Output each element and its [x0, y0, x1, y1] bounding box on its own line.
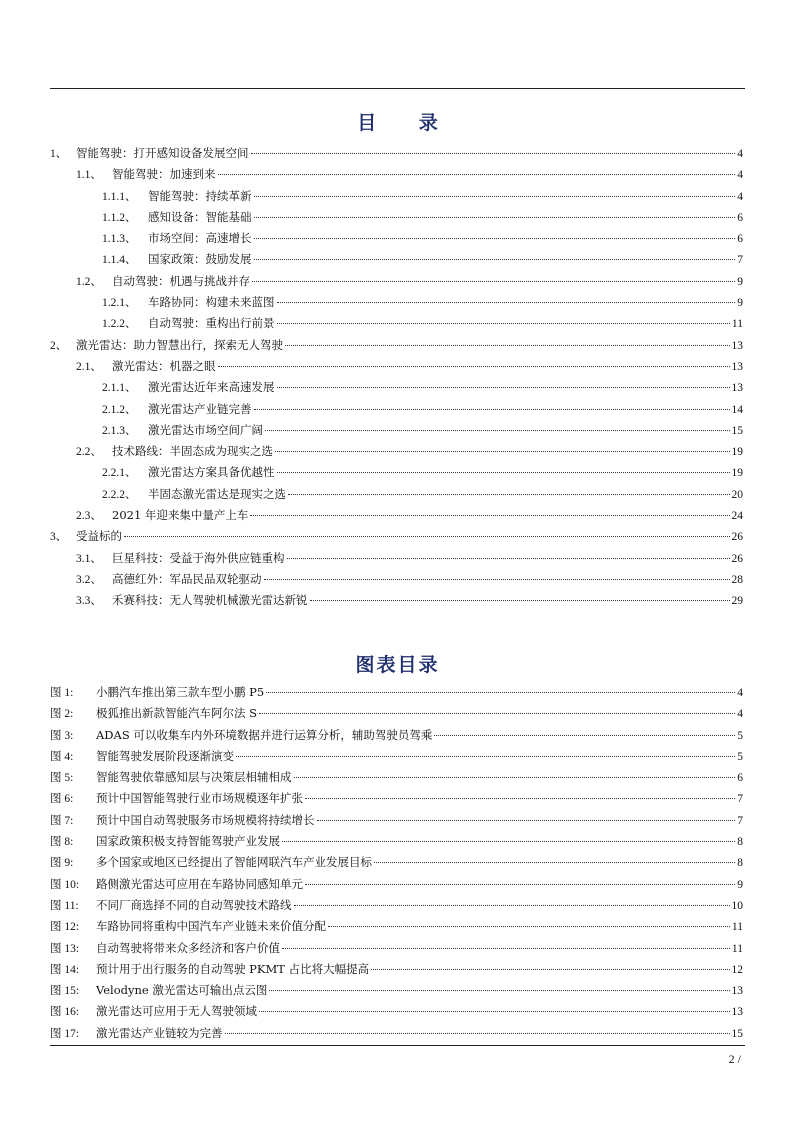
figure-entry-label: [50, 748, 234, 764]
figure-list-title: 图表目录: [355, 654, 440, 676]
toc-entry-text: 市场空间：高速增长: [148, 231, 252, 246]
toc-entry[interactable]: [50, 528, 743, 549]
figure-entry-label: [50, 982, 267, 998]
figure-entry-label: [50, 684, 264, 700]
toc-entry-leader-dots: [254, 217, 736, 218]
toc-entry-page: 13: [731, 382, 743, 395]
toc-entry[interactable]: [50, 486, 743, 507]
toc-entry-number: 1.1.2、: [102, 211, 137, 224]
figure-entry-page: 6: [737, 772, 743, 785]
figure-entry-leader-dots: [269, 990, 729, 991]
figure-entry-number: 图 7:: [50, 814, 74, 827]
toc-entry-label: [102, 188, 252, 204]
toc-entry-text: 巨星科技：受益于海外供应链重构: [112, 550, 285, 565]
toc-entry-page: 26: [731, 552, 743, 565]
toc-entry-text: 2021 年迎来集中量产上车: [112, 508, 249, 523]
figure-entry-number: 图 9:: [50, 857, 74, 870]
toc-entry-number: 1.1.4、: [102, 254, 137, 267]
toc-entry-page: 6: [737, 211, 743, 224]
figure-entry-leader-dots: [434, 735, 735, 736]
toc-entry-label: [102, 251, 252, 267]
figure-entry-text: 智能驾驶发展阶段逐渐演变: [96, 748, 234, 763]
toc-entry-number: 1.1、: [76, 169, 102, 182]
figure-entry-text: 小鹏汽车推出第三款车型小鹏 P5: [96, 685, 265, 699]
toc-entry-text: 智能驾驶：加速到来: [112, 167, 216, 182]
toc-entry-page: 6: [737, 233, 743, 246]
toc-entry-number: 2、: [50, 339, 68, 352]
toc-entry-leader-dots: [287, 558, 730, 559]
toc-entry[interactable]: [50, 379, 743, 400]
toc-entry-text: 受益标的: [76, 529, 122, 544]
figure-entry[interactable]: [50, 897, 743, 918]
figure-entry-page: 13: [731, 1006, 743, 1019]
figure-entry-label: [50, 812, 315, 828]
toc-entry[interactable]: [50, 358, 743, 379]
toc-entry[interactable]: [50, 145, 743, 166]
figure-entry-label: [50, 790, 303, 806]
toc-entry-leader-dots: [124, 536, 730, 537]
toc-entry[interactable]: [50, 592, 743, 613]
figure-entry-number: 图 12:: [50, 921, 80, 934]
figure-entry[interactable]: [50, 1025, 743, 1046]
figure-entry-page: 11: [731, 942, 743, 955]
figure-entry-label: [50, 769, 292, 785]
toc-entry-text: 技术路线：半固态成为现实之选: [112, 444, 273, 459]
figure-entry[interactable]: [50, 790, 743, 811]
figure-entry-number: 图 13:: [50, 942, 80, 955]
toc-entry-label: [102, 294, 275, 310]
toc-entry-leader-dots: [277, 323, 730, 324]
figure-entry[interactable]: [50, 918, 743, 939]
toc-entry[interactable]: [50, 315, 743, 336]
toc-entry-label: [102, 379, 275, 395]
toc-entry-page: 28: [731, 573, 743, 586]
toc-entry-text: 国家政策：鼓励发展: [148, 252, 252, 267]
toc-entry-label: [76, 273, 250, 289]
toc-entry-number: 1.1.1、: [102, 190, 137, 203]
toc-entry-leader-dots: [254, 196, 736, 197]
figure-entry-label: [50, 918, 326, 934]
figure-entry-leader-dots: [282, 948, 730, 949]
toc-entry-number: 2.2.2、: [102, 488, 137, 501]
toc-entry[interactable]: [50, 464, 743, 485]
toc-entry-text: 自动驾驶：重构出行前景: [148, 316, 275, 331]
figure-entry-leader-dots: [317, 820, 736, 821]
toc-entry-number: 1.2、: [76, 275, 102, 288]
figure-entry-number: 图 16:: [50, 1006, 80, 1019]
figure-entry[interactable]: [50, 833, 743, 854]
toc-entry-number: 1.1.3、: [102, 233, 137, 246]
figure-entry-text: 车路协同将重构中国汽车产业链未来价值分配: [96, 919, 326, 934]
toc-entry-text: 智能驾驶：持续革新: [148, 188, 252, 203]
toc-entry-number: 2.1.1、: [102, 382, 137, 395]
toc-entry-text: 激光雷达：助力智慧出行，探索无人驾驶: [76, 337, 283, 352]
figure-entry-text: 自动驾驶将带来众多经济和客户价值: [96, 940, 280, 955]
figure-entry[interactable]: [50, 684, 743, 705]
figure-entry-page: 9: [737, 878, 743, 891]
figure-entry-text: 激光雷达产业链较为完善: [96, 1025, 223, 1040]
toc-entry-page: 11: [731, 318, 743, 331]
figure-entry-label: [50, 705, 257, 721]
toc-entry-text: 自动驾驶：机遇与挑战并存: [112, 273, 250, 288]
figure-entry-leader-dots: [371, 969, 729, 970]
toc-entry-leader-dots: [310, 600, 730, 601]
figure-entry-number: 图 6:: [50, 793, 74, 806]
figure-entry-text: 路侧激光雷达可应用在车路协同感知单元: [96, 876, 303, 891]
toc-entry-label: [102, 486, 286, 502]
figure-entry-leader-dots: [236, 756, 735, 757]
toc-entry[interactable]: [50, 550, 743, 571]
figure-entry-leader-dots: [259, 713, 735, 714]
toc-entry-leader-dots: [277, 302, 736, 303]
figure-entry-leader-dots: [294, 777, 736, 778]
figure-entry-label: [50, 897, 292, 913]
toc-entry-leader-dots: [275, 451, 730, 452]
toc-entry-label: [50, 528, 122, 544]
figure-entry-text: 预计中国智能驾驶行业市场规模逐年扩张: [96, 791, 303, 806]
toc-entry-number: 2.1、: [76, 360, 102, 373]
footer-rule: [50, 1045, 745, 1046]
figure-entry-leader-dots: [305, 798, 735, 799]
toc-entry-label: [102, 464, 275, 480]
toc-entry-leader-dots: [264, 579, 730, 580]
toc-entry-label: [76, 358, 216, 374]
figure-list: [50, 684, 743, 1046]
toc-entry-page: 13: [731, 360, 743, 373]
figure-entry-number: 图 5:: [50, 772, 74, 785]
toc-entry-label: [50, 145, 249, 161]
toc-entry-leader-dots: [218, 174, 736, 175]
page-number: 2 /: [728, 1052, 741, 1066]
toc-entry-label: [76, 443, 273, 459]
figure-entry-label: [50, 1003, 257, 1019]
figure-entry-text: 多个国家或地区已经提出了智能网联汽车产业发展目标: [96, 855, 372, 870]
figure-entry[interactable]: [50, 769, 743, 790]
toc-entry[interactable]: [50, 273, 743, 294]
toc-entry-number: 3.1、: [76, 552, 102, 565]
toc-entry-page: 19: [731, 446, 743, 459]
figure-entry-page: 8: [737, 836, 743, 849]
toc-entry-page: 4: [737, 148, 743, 160]
toc-entry-page: 9: [737, 297, 743, 310]
toc-entry-page: 15: [731, 424, 743, 437]
toc-entry-text: 高德红外：军品民品双轮驱动: [112, 571, 262, 586]
figure-entry-text: ADAS 可以收集车内外环境数据并进行运算分析，辅助驾驶员驾乘: [96, 727, 433, 742]
toc-entry-text: 激光雷达市场空间广阔: [148, 422, 263, 437]
figure-entry-text: 智能驾驶依靠感知层与决策层相辅相成: [96, 770, 292, 785]
toc-entry-label: [76, 592, 308, 608]
toc-entry-page: 4: [737, 169, 743, 182]
figure-entry-number: 图 8:: [50, 836, 74, 849]
toc-list: [50, 145, 743, 614]
toc-entry-page: 19: [731, 467, 743, 480]
toc-entry[interactable]: [50, 166, 743, 187]
figure-entry-number: 图 17:: [50, 1027, 80, 1040]
toc-entry-text: 激光雷达：机器之眼: [112, 358, 216, 373]
toc-entry-label: [76, 507, 248, 523]
toc-entry-page: 26: [731, 531, 743, 544]
toc-entry[interactable]: [50, 507, 743, 528]
toc-entry-page: 7: [737, 254, 743, 267]
figure-entry-number: 图 4:: [50, 750, 74, 763]
toc-entry-leader-dots: [277, 472, 730, 473]
toc-entry[interactable]: [50, 251, 743, 272]
figure-entry-page: 7: [737, 793, 743, 806]
figure-entry-leader-dots: [294, 905, 730, 906]
toc-entry[interactable]: [50, 230, 743, 251]
toc-entry-page: 24: [731, 510, 743, 523]
figure-entry-number: 图 1:: [50, 687, 74, 699]
figure-entry-page: 13: [731, 985, 743, 998]
toc-entry-leader-dots: [218, 366, 730, 367]
figure-entry[interactable]: [50, 1003, 743, 1024]
toc-entry-number: 2.2.1、: [102, 467, 137, 480]
toc-entry-number: 1、: [50, 148, 68, 160]
figure-entry[interactable]: [50, 854, 743, 875]
toc-entry-text: 禾赛科技：无人驾驶机械激光雷达新锐: [112, 593, 308, 608]
figure-entry-leader-dots: [374, 862, 735, 863]
figure-entry-page: 7: [737, 814, 743, 827]
toc-entry-leader-dots: [252, 281, 735, 282]
figure-entry-page: 12: [731, 963, 743, 976]
toc-entry-page: 4: [737, 190, 743, 203]
figure-entry[interactable]: [50, 705, 743, 726]
toc-entry-leader-dots: [288, 494, 730, 495]
toc-entry-leader-dots: [254, 238, 736, 239]
toc-entry[interactable]: [50, 571, 743, 592]
figure-entry[interactable]: [50, 727, 743, 748]
toc-entry-leader-dots: [265, 430, 730, 431]
toc-entry-label: [76, 166, 216, 182]
figure-entry-label: [50, 961, 369, 977]
figure-entry-number: 图 10:: [50, 878, 80, 891]
figure-entry-text: 预计中国自动驾驶服务市场规模将持续增长: [96, 812, 315, 827]
figure-entry-leader-dots: [225, 1033, 730, 1034]
figure-entry-label: [50, 833, 280, 849]
figure-entry-page: 10: [731, 899, 743, 912]
figure-entry-page: 4: [737, 687, 743, 699]
toc-entry-label: [102, 401, 252, 417]
toc-title: 目 录: [357, 112, 456, 134]
figure-entry[interactable]: [50, 748, 743, 769]
toc-entry[interactable]: [50, 209, 743, 230]
toc-entry-text: 感知设备：智能基础: [148, 209, 252, 224]
figure-entry-text: Velodyne 激光雷达可输出点云图: [96, 983, 268, 998]
toc-entry-leader-dots: [251, 153, 736, 154]
figure-entry-number: 图 11:: [50, 899, 79, 912]
toc-entry-label: [102, 209, 252, 225]
figure-entry-number: 图 15:: [50, 985, 80, 998]
figure-entry-leader-dots: [266, 692, 735, 693]
figure-entry-number: 图 3:: [50, 729, 74, 742]
toc-entry-label: [102, 230, 252, 246]
figure-entry-page: 15: [731, 1027, 743, 1040]
toc-entry-text: 激光雷达近年来高速发展: [148, 380, 275, 395]
toc-entry-page: 14: [731, 403, 743, 416]
figure-entry-page: 5: [737, 729, 743, 742]
figure-entry[interactable]: [50, 876, 743, 897]
toc-entry-number: 2.1.3、: [102, 424, 137, 437]
figure-entry-leader-dots: [328, 926, 730, 927]
header-rule: [50, 88, 745, 89]
figure-entry[interactable]: [50, 940, 743, 961]
figure-entry[interactable]: [50, 812, 743, 833]
toc-entry-label: [76, 571, 262, 587]
figure-entry-text: 激光雷达可应用于无人驾驶领域: [96, 1004, 257, 1019]
figure-entry-label: [50, 727, 432, 743]
toc-entry-page: 13: [731, 339, 743, 352]
toc-entry-number: 1.2.2、: [102, 318, 137, 331]
figure-entry-number: 图 14:: [50, 963, 80, 976]
toc-entry-leader-dots: [254, 409, 730, 410]
toc-entry-text: 智能驾驶：打开感知设备发展空间: [76, 146, 249, 160]
toc-entry[interactable]: [50, 337, 743, 358]
toc-entry-label: [102, 422, 263, 438]
toc-entry[interactable]: [50, 443, 743, 464]
toc-entry-label: [50, 337, 283, 353]
toc-entry-number: 2.3、: [76, 510, 102, 523]
toc-entry-text: 激光雷达方案具备优越性: [148, 465, 275, 480]
toc-entry-number: 1.2.1、: [102, 297, 137, 310]
toc-entry-leader-dots: [285, 345, 730, 346]
figure-entry-text: 国家政策积极支持智能驾驶产业发展: [96, 834, 280, 849]
figure-entry-page: 5: [737, 750, 743, 763]
toc-entry[interactable]: [50, 401, 743, 422]
figure-entry[interactable]: [50, 961, 743, 982]
figure-entry-leader-dots: [305, 884, 735, 885]
figure-entry-page: 11: [731, 921, 743, 934]
figure-entry-page: 8: [737, 857, 743, 870]
figure-entry-leader-dots: [282, 841, 735, 842]
toc-entry-text: 激光雷达产业链完善: [148, 401, 252, 416]
figure-entry-label: [50, 854, 372, 870]
toc-entry-page: 29: [731, 595, 743, 608]
toc-entry-text: 车路协同：构建未来蓝图: [148, 295, 275, 310]
toc-entry-label: [102, 315, 275, 331]
figure-entry-label: [50, 876, 303, 892]
figure-entry-text: 极狐推出新款智能汽车阿尔法 S: [96, 706, 258, 721]
toc-entry[interactable]: [50, 294, 743, 315]
toc-entry-page: 9: [737, 275, 743, 288]
figure-entry-page: 4: [737, 708, 743, 721]
toc-entry-number: 3、: [50, 531, 68, 544]
figure-entry[interactable]: [50, 982, 743, 1003]
figure-entry-label: [50, 1025, 223, 1041]
toc-entry-number: 2.1.2、: [102, 403, 137, 416]
toc-entry-number: 3.2、: [76, 573, 102, 586]
figure-entry-text: 预计用于出行服务的自动驾驶 PKMT 占比将大幅提高: [96, 961, 370, 976]
toc-entry[interactable]: [50, 422, 743, 443]
figure-entry-number: 图 2:: [50, 708, 74, 721]
toc-entry-leader-dots: [254, 259, 736, 260]
toc-entry-page: 20: [731, 488, 743, 501]
toc-entry-number: 3.3、: [76, 595, 102, 608]
figure-entry-leader-dots: [259, 1011, 730, 1012]
toc-entry[interactable]: [50, 188, 743, 209]
figure-entry-label: [50, 940, 280, 956]
toc-entry-number: 2.2、: [76, 446, 102, 459]
toc-entry-text: 半固态激光雷达是现实之选: [148, 486, 286, 501]
toc-entry-leader-dots: [277, 387, 730, 388]
toc-entry-leader-dots: [250, 515, 729, 516]
figure-entry-text: 不同厂商选择不同的自动驾驶技术路线: [96, 897, 292, 912]
toc-entry-label: [76, 550, 285, 566]
